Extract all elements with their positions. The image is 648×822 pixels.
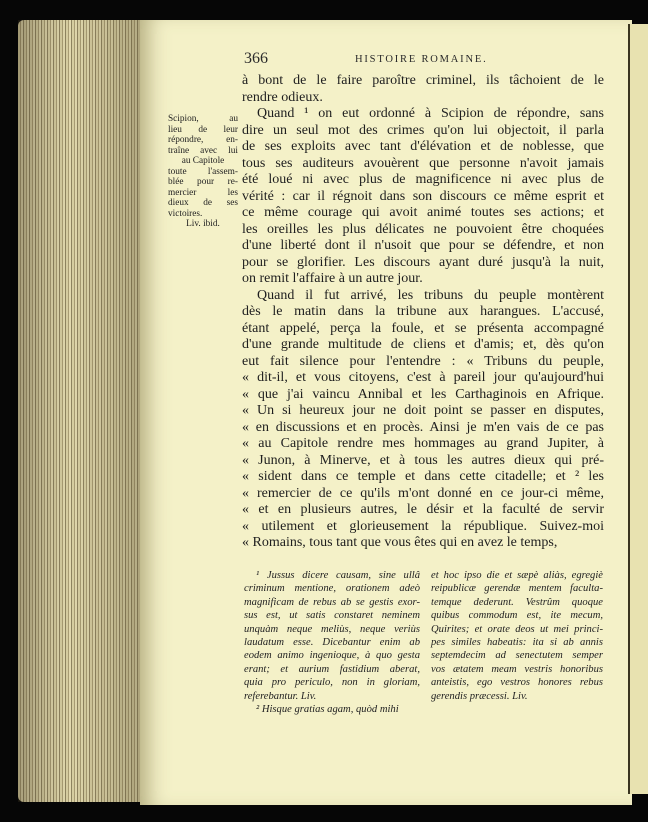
margin-note-line: au Capitole [181,156,225,166]
text-line: à bont de le faire paroître criminel, ils tâchoient de le [242,73,604,88]
text-line: pour se glorifier. Les discours ayant duré jusqu'à la nuit, [242,254,604,270]
text-line: « sident dans ce temple et dans cette citadelle; et ² les [242,469,604,484]
footnote-line: et hoc ipso die et sæpè aliàs, egregiè [431,570,603,581]
page-edges [18,20,148,802]
margin-note-line: Scipion, au [168,114,238,124]
margin-note [168,114,238,230]
margin-note-line: mercier les [168,187,238,198]
text-line: dire un seul mot des crimes qu'on lui objectoit, il parla [242,122,604,138]
text-line: « au Capitole rendre mes hommages au grand Jupiter, à [242,436,604,451]
footnote-line: ² Hisque gratias agam, quòd mihi [256,704,399,716]
footnote-line: temque dederunt. Vestrûm quoque [431,596,603,608]
margin-note-line: répondre, en- [168,135,238,145]
margin-note-line: traîne avec lui [168,145,238,156]
text-line: eut fait silence pour l'entendre : « Tribuns du peuple, [242,353,604,369]
body-text [242,73,604,552]
footnote-line: ¹ Jussus dicere causam, sine ullâ [256,570,420,581]
text-line: tous ses auditeurs avouèrent que personne n'avoit jamais [242,155,604,171]
text-line: « Junon, à Minerve, et à tous les autres dieux qui pré- [242,452,604,468]
text-line: été loué ni avec plus de magnificence ni avec plus de [242,172,604,187]
text-line: vérité : car il régnoit dans son discours ce même esprit et [242,188,604,204]
page-number: 366 [244,50,268,67]
text-line: « remercier de ce qu'ils m'ont donné en ce jour-ci même, [242,485,604,501]
footnote-line: pes similes habeatis: ita si ab annis [431,637,603,649]
running-head: HISTOIRE ROMAINE. [355,54,488,65]
text-line: les oreilles les plus délicates ne pouvoient être choquées [242,221,604,237]
footnote-line: referebantur. Liv. [244,690,317,702]
footnote-line: vos ætatem meam vestris honoribus [431,663,603,675]
text-line: « Un si heureux jour ne doit point se passer en disputes, [242,403,604,418]
text-line: d'une liberté dont il n'usoit que pour se défendre, et non [242,238,604,253]
text-line: de ses exploits avec tant d'élévation et de noblesse, que [242,139,604,154]
footnote-line: gerendis præcessi. Liv. [431,690,528,702]
footnotes-left-column [244,569,420,716]
footnote-line: quia pro periculo, non in gloriam, [244,677,420,689]
footnotes-right-column [431,569,603,703]
footnote-line: magnificam de rebus ab se gestis exor- [244,596,420,608]
footnote-line: Quirites; et orate deos ut mei princi- [431,623,603,635]
text-line: « Romains, tous tant que vous êtes qui en avez le temps, [242,535,558,550]
margin-note-line: lieu de leur [168,124,238,135]
footnote-line: laudatum esse. Dicebantur enim ab [244,637,420,649]
text-line: ce même courage qui avoit animé toutes ses actions; et [242,205,604,220]
footnote-line: anteistis, ego vestros honores rebus [431,677,603,689]
text-line: d'une grande multitude de cliens et d'amis; et, dès qu'on [242,337,604,352]
text-line: « dit-il, et vous citoyens, c'est à pareil jour qu'aujourd'hui [242,370,604,385]
margin-note-line: dieux de ses [168,198,238,208]
facing-page-edge [628,24,648,794]
footnote-line: criminum mentione, orationem adeò [244,583,420,595]
text-line: « que j'ai vaincu Annibal et les Carthaginois en Afrique. [242,386,604,402]
footnote-line: eodem animo ingenioque, à quo gesta [244,650,420,662]
text-line: rendre odieux. [242,89,323,105]
text-line: Quand il fut arrivé, les tribuns du peuple montèrent [257,287,604,303]
text-line: dès le matin dans la tribune aux harangues. L'accusé, [242,304,604,319]
margin-note-line: toute l'assem- [168,166,238,177]
margin-note-line: blée pour re- [168,177,238,187]
footnote-line: quibus commodum est, ite mecum, [431,610,603,622]
text-line: « utilement et glorieusement la république. Suivez-moi [242,518,604,534]
footnote-line: reipublicæ gerendæ mentem faculta- [431,583,603,595]
footnote-line: unquàm neque meliùs, neque veriùs [244,623,420,635]
text-line: « et en plusieurs autres, le désir et la faculté de servir [242,502,604,517]
text-line: « en discussions et en procès. Ainsi je m'en vais de ce pas [242,419,604,435]
margin-note-line: victoires. [168,208,203,219]
margin-note-line: Liv. ibid. [186,219,220,229]
text-line: on remit l'affaire à un autre jour. [242,271,423,286]
footnote-line: septemdecim ad senectutem semper [431,650,603,662]
footnote-line: erant; et aurium fastidium aberat, [244,663,420,675]
text-line: Quand ¹ on eut ordonné à Scipion de répondre, sans [257,106,604,121]
footnote-line: sus est, ut satis constaret neminem [244,610,420,622]
text-line: étant appelé, perça la foule, et se présenta accompagné [242,320,604,336]
